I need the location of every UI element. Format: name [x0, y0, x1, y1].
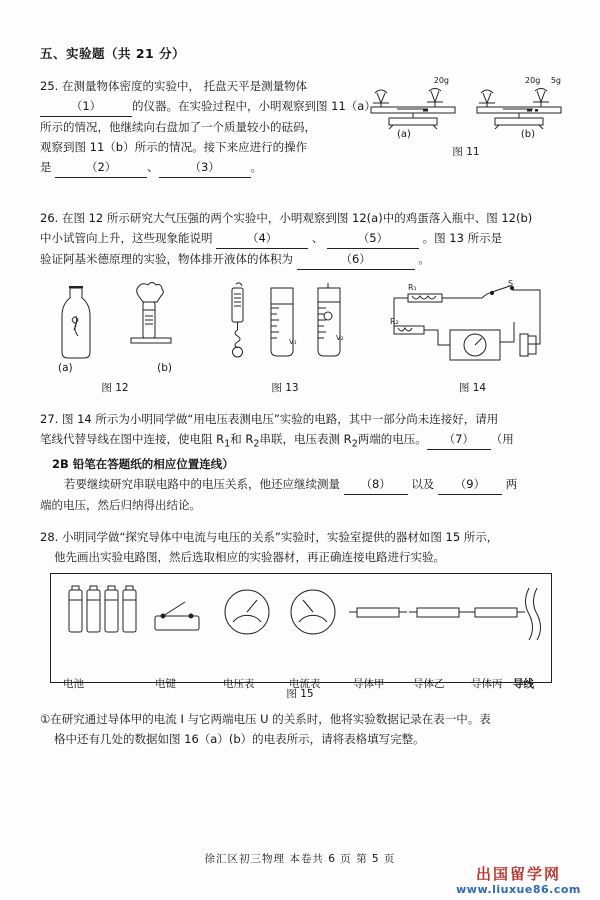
- q25-line5: 是: [40, 160, 52, 174]
- figure-15: [50, 573, 552, 691]
- fig12-bottle-egg: [48, 280, 104, 360]
- fig15-item-0: 电池: [63, 678, 84, 691]
- fig13-cylinder-2: [306, 282, 352, 362]
- fig11-weight-b2: 5g: [550, 76, 561, 85]
- fig14-r2: R₂: [390, 317, 399, 326]
- q26-line2c: 。图 13 所示是: [422, 231, 503, 245]
- q27-number: 27.: [40, 412, 59, 426]
- q25-line4: 观察到图 11（b）所示的情况。接下来应进行的操作: [40, 140, 308, 154]
- q27-line4a: 若要继续研究串联电路中的电压关系，他还应继续测量: [64, 477, 340, 492]
- q27-line1: 图 14 所示为小明同学做“用电压表测电压”实验的电路，其中一部分尚未连接好，请用: [61, 412, 499, 426]
- q25-line1: 在测量物体密度的实验中， 托盘天平是测量物体: [61, 79, 308, 93]
- watermark-url: www.liuxue86.com: [456, 883, 581, 896]
- figure-13: [218, 280, 353, 395]
- page-footer: 徐汇区初三物理 本卷共 6 页 第 5 页: [204, 853, 396, 865]
- q25-blank-1[interactable]: （1）: [40, 96, 132, 117]
- q27-line4b: 以及: [411, 477, 435, 492]
- fig15-item-7: 导线: [513, 678, 534, 691]
- q26-blank-5[interactable]: （5）: [327, 228, 419, 249]
- q26-line3b: 。: [418, 252, 430, 266]
- q27-blank-8[interactable]: （8）: [344, 474, 408, 495]
- question-26: [40, 208, 565, 270]
- q25-text: 25. 在测量物体密度的实验中， 托盘天平是测量物体 （1） 的仪器。在实验过程中，小明观察到图 11（a） 所示的情况，他继续向右盘加了一个质量较小的砝码， 观察到图 11（b）所示的情况。接下来应进行的操作 是 （2） 、 （3） 。: [40, 76, 370, 178]
- fig13-v2: V₂: [336, 334, 344, 342]
- q25-line2: 的仪器。在实验过程中，小明观察到图 11（a）: [132, 99, 376, 113]
- fig11-weight-b1: 20g: [525, 76, 541, 85]
- fig15-item-5: 导体乙: [413, 678, 445, 691]
- fig14-circuit: [380, 279, 565, 376]
- figure-12: [40, 278, 190, 395]
- fig15-item-2: 电压表: [223, 678, 255, 691]
- figure-11: [367, 76, 565, 159]
- q27-blank-9[interactable]: （9）: [438, 474, 502, 495]
- q27-blank-7[interactable]: （7）: [427, 429, 491, 450]
- figure-14: [380, 279, 565, 395]
- fig11-label-b: (b): [520, 129, 535, 140]
- q26-blank-4[interactable]: （4）: [216, 228, 308, 249]
- fig13-measuring-cylinder: [259, 282, 305, 362]
- watermark-title: 出国留学网: [475, 865, 561, 883]
- fig13-v1: V₁: [289, 338, 297, 346]
- fig11-weight-a: 20g: [433, 76, 449, 85]
- q28-line3a: ①在研究通过导体甲的电流 I 与它两端电压 U 的关系时，他将实验数据记录在表一中。表: [40, 712, 491, 727]
- q27-line3-bold: 2B 铅笔在答题纸的相应位置连线）: [52, 457, 234, 472]
- question-28-part1: [40, 709, 565, 749]
- fig14-caption: 图 14: [458, 382, 487, 394]
- balance-b: [473, 76, 565, 129]
- fig11-caption: 图 11: [452, 146, 480, 158]
- q27-line2b: 和 R: [230, 432, 254, 446]
- fig12-caption: 图 12: [101, 382, 129, 394]
- q25-number: 25.: [40, 79, 59, 93]
- q26-line3: 验证阿基米德原理的实验，物体排开液体的体积为: [40, 252, 293, 266]
- fig14-r1: R₁: [408, 283, 417, 292]
- fig15-item-4: 导体甲: [353, 678, 385, 691]
- fig12-label-a: (a): [58, 362, 73, 374]
- q26-sep: 、: [311, 231, 324, 245]
- fig13-spring-scale: [218, 282, 258, 362]
- q25-blank-2[interactable]: （2）: [55, 157, 147, 178]
- fig15-item-3: 电流表: [289, 678, 321, 691]
- figures-12-13-14: [40, 278, 565, 395]
- question-28: [40, 527, 565, 567]
- fig12-label-b: (b): [157, 362, 172, 374]
- q27-line2a: 笔线代替导线在图中连接，使电阻 R: [40, 432, 225, 446]
- section-title: 五、实验题（共 21 分）: [40, 46, 186, 61]
- balance-a: [367, 76, 459, 129]
- q28-line2: 他先画出实验电路图，然后选取相应的实验器材，再正确连接电路进行实验。: [54, 550, 445, 565]
- q25-blank-3[interactable]: （3）: [159, 157, 251, 178]
- q26-line1: 在图 12 所示研究大气压强的两个实验中，小明观察到图 12(a)中的鸡蛋落入瓶中、图 12(b): [61, 211, 533, 225]
- q26-number: 26.: [40, 211, 59, 225]
- q27-line2c: 串联，电压表测 R: [259, 432, 352, 446]
- q27-line2d: 两端的电压。: [357, 432, 427, 446]
- fig13-caption: 图 13: [271, 382, 299, 394]
- q25-tail: 。: [250, 160, 263, 174]
- q26-line2: 中小试管向上升，这些现象能说明: [40, 231, 213, 245]
- fig15-item-6: 导体丙: [471, 678, 503, 691]
- q28-number: 28.: [40, 530, 59, 545]
- q26-blank-6[interactable]: （6）: [297, 249, 415, 270]
- question-25: [40, 76, 565, 194]
- question-27: [40, 409, 565, 515]
- q28-line1: 小明同学做“探究导体中电流与电压的关系”实验时，实验室提供的器材如图 15 所示，: [61, 530, 499, 545]
- q25-line3: 所示的情况，他继续向右盘加了一个质量较小的砝码，: [40, 120, 316, 134]
- fig14-s: S: [508, 279, 514, 288]
- q27-line5: 端的电压，然后归纳得出结论。: [40, 498, 201, 513]
- fig12-hand-tube: [119, 280, 183, 360]
- q27-line2e: （用: [490, 432, 514, 446]
- q27-line4c: 两: [505, 477, 518, 492]
- fig15-item-1: 电键: [155, 678, 176, 691]
- fig15-caption: 图 15: [286, 688, 314, 701]
- q27-sub-1: 1: [224, 438, 231, 450]
- q27-sub-2: 2: [253, 438, 260, 450]
- fig11-label-a: (a): [397, 129, 411, 140]
- q28-line3b: 格中还有几处的数据如图 16（a）(b）的电表所示，请将表格填写完整。: [54, 732, 425, 747]
- q27-sub-3: 2: [351, 438, 358, 450]
- page-content: [40, 44, 565, 755]
- watermark: [451, 866, 586, 896]
